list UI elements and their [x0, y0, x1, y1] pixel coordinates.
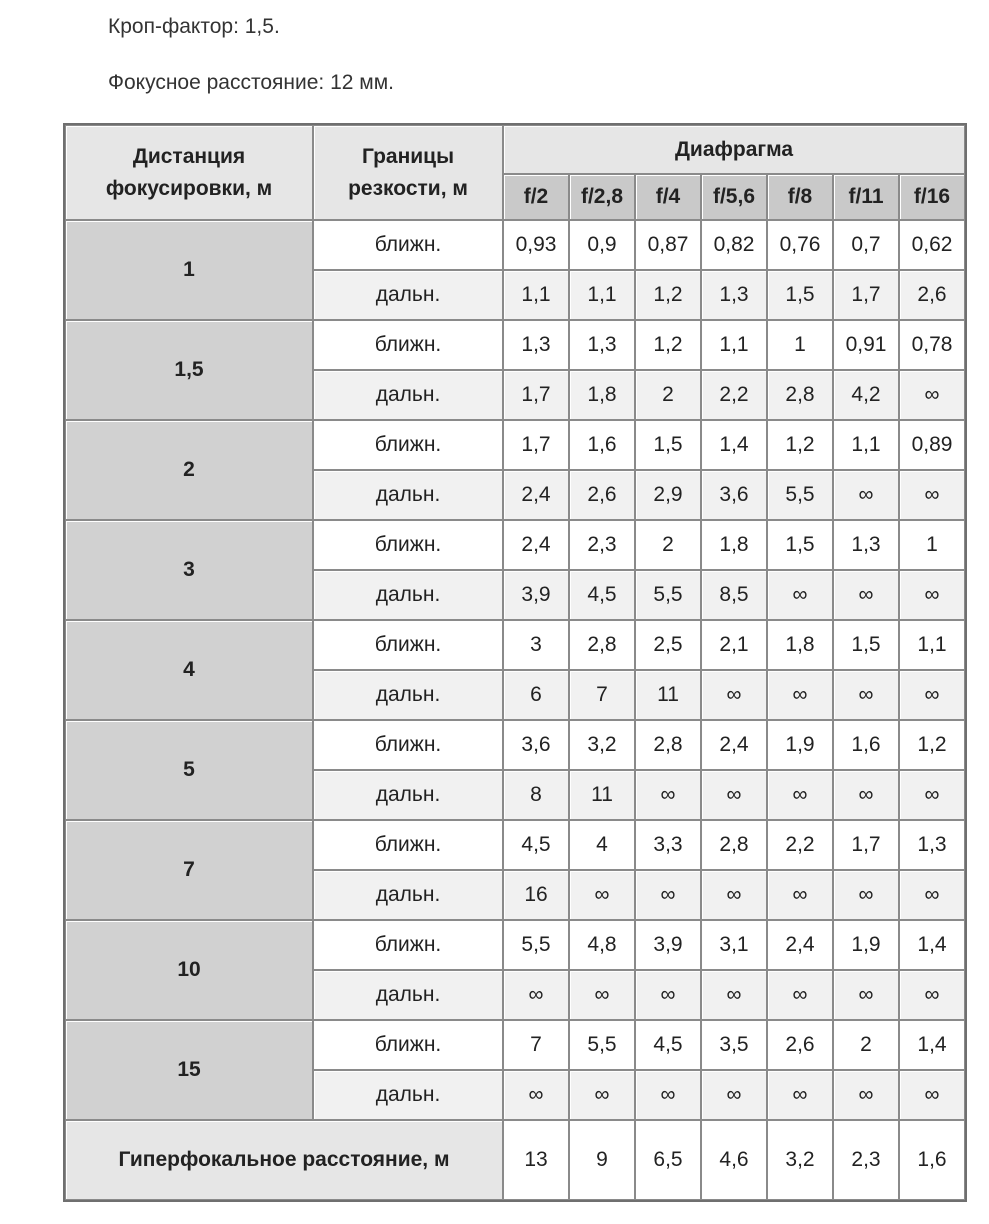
- far-limit-label: дальн.: [313, 970, 503, 1020]
- hyperfocal-value: 13: [503, 1120, 569, 1200]
- focus-distance-cell: 1,5: [65, 320, 313, 420]
- near-limit-value: 1,1: [701, 320, 767, 370]
- focal-length-text: Фокусное расстояние: 12 мм.: [108, 71, 394, 94]
- near-limit-value: 1,3: [569, 320, 635, 370]
- far-limit-label: дальн.: [313, 770, 503, 820]
- far-limit-value: ∞: [503, 1070, 569, 1120]
- far-limit-value: ∞: [899, 570, 965, 620]
- near-limit-label: ближн.: [313, 1020, 503, 1070]
- near-limit-value: 0,62: [899, 220, 965, 270]
- far-limit-value: 1,2: [635, 270, 701, 320]
- focus-distance-cell: 10: [65, 920, 313, 1020]
- far-limit-value: 2,6: [569, 470, 635, 520]
- near-limit-value: 0,89: [899, 420, 965, 470]
- far-limit-label: дальн.: [313, 1070, 503, 1120]
- far-limit-value: 8: [503, 770, 569, 820]
- focus-distance-cell: 1: [65, 220, 313, 320]
- near-limit-value: 3,6: [503, 720, 569, 770]
- far-limit-value: 6: [503, 670, 569, 720]
- far-limit-value: 11: [569, 770, 635, 820]
- near-limit-value: 1,5: [767, 520, 833, 570]
- far-limit-value: ∞: [899, 1070, 965, 1120]
- far-limit-value: ∞: [569, 1070, 635, 1120]
- far-limit-label: дальн.: [313, 470, 503, 520]
- focus-distance-cell: 15: [65, 1020, 313, 1120]
- far-limit-value: 1,7: [833, 270, 899, 320]
- far-limit-value: ∞: [899, 970, 965, 1020]
- far-limit-value: 1,8: [569, 370, 635, 420]
- far-limit-value: ∞: [569, 870, 635, 920]
- far-limit-value: 2,2: [701, 370, 767, 420]
- near-limit-value: 7: [503, 1020, 569, 1070]
- focus-distance-cell: 2: [65, 420, 313, 520]
- far-limit-value: ∞: [899, 870, 965, 920]
- table-row: [65, 420, 965, 470]
- near-limit-value: 2,8: [569, 620, 635, 670]
- aperture-header: f/2,8: [569, 174, 635, 220]
- far-limit-value: ∞: [833, 1070, 899, 1120]
- far-limit-value: ∞: [833, 670, 899, 720]
- near-limit-value: 1,7: [503, 420, 569, 470]
- near-limit-value: 1,9: [833, 920, 899, 970]
- near-limit-value: 1,4: [899, 920, 965, 970]
- far-limit-value: 5,5: [767, 470, 833, 520]
- near-limit-value: 1,7: [833, 820, 899, 870]
- far-limit-value: ∞: [833, 870, 899, 920]
- far-limit-label: дальн.: [313, 670, 503, 720]
- aperture-header: f/5,6: [701, 174, 767, 220]
- hyperfocal-value: 9: [569, 1120, 635, 1200]
- near-limit-value: 2,5: [635, 620, 701, 670]
- far-limit-value: 2,9: [635, 470, 701, 520]
- near-limit-value: 4,8: [569, 920, 635, 970]
- near-limit-label: ближн.: [313, 920, 503, 970]
- table-row: [65, 520, 965, 570]
- focus-distance-cell: 5: [65, 720, 313, 820]
- far-limit-value: 2: [635, 370, 701, 420]
- near-limit-value: 2: [833, 1020, 899, 1070]
- table-row: [65, 820, 965, 870]
- near-limit-value: 2,8: [635, 720, 701, 770]
- focus-distance-cell: 4: [65, 620, 313, 720]
- far-limit-value: 1,5: [767, 270, 833, 320]
- near-limit-value: 0,7: [833, 220, 899, 270]
- far-limit-value: 4,2: [833, 370, 899, 420]
- far-limit-value: 2,8: [767, 370, 833, 420]
- near-limit-label: ближн.: [313, 320, 503, 370]
- depth-of-field-table: [63, 123, 967, 1202]
- near-limit-value: 4: [569, 820, 635, 870]
- near-limit-value: 1,1: [833, 420, 899, 470]
- near-limit-value: 0,82: [701, 220, 767, 270]
- focus-distance-cell: 7: [65, 820, 313, 920]
- aperture-header: f/16: [899, 174, 965, 220]
- header-sharpness-limits: Границы резкости, м: [313, 125, 503, 220]
- far-limit-value: 7: [569, 670, 635, 720]
- near-limit-value: 2,2: [767, 820, 833, 870]
- far-limit-value: 3,6: [701, 470, 767, 520]
- far-limit-value: 2,4: [503, 470, 569, 520]
- far-limit-value: ∞: [767, 570, 833, 620]
- table-row: [65, 620, 965, 670]
- near-limit-value: 5,5: [503, 920, 569, 970]
- far-limit-value: ∞: [635, 970, 701, 1020]
- focus-distance-cell: 3: [65, 520, 313, 620]
- header-aperture: Диафрагма: [503, 125, 965, 174]
- near-limit-value: 1,8: [767, 620, 833, 670]
- hyperfocal-value: 1,6: [899, 1120, 965, 1200]
- far-limit-value: ∞: [701, 870, 767, 920]
- near-limit-value: 1,3: [833, 520, 899, 570]
- near-limit-value: 2,3: [569, 520, 635, 570]
- near-limit-value: 1,4: [899, 1020, 965, 1070]
- near-limit-value: 0,76: [767, 220, 833, 270]
- far-limit-value: ∞: [701, 1070, 767, 1120]
- hyperfocal-value: 6,5: [635, 1120, 701, 1200]
- near-limit-value: 1,4: [701, 420, 767, 470]
- hyperfocal-value: 3,2: [767, 1120, 833, 1200]
- hyperfocal-value: 4,6: [701, 1120, 767, 1200]
- hyperfocal-row: [65, 1120, 965, 1200]
- far-limit-value: ∞: [767, 670, 833, 720]
- far-limit-value: ∞: [701, 970, 767, 1020]
- far-limit-value: ∞: [833, 970, 899, 1020]
- far-limit-value: 1,1: [569, 270, 635, 320]
- near-limit-label: ближн.: [313, 420, 503, 470]
- near-limit-value: 0,91: [833, 320, 899, 370]
- near-limit-value: 3,2: [569, 720, 635, 770]
- near-limit-value: 1,5: [635, 420, 701, 470]
- far-limit-value: 16: [503, 870, 569, 920]
- near-limit-value: 1,3: [899, 820, 965, 870]
- far-limit-value: 1,7: [503, 370, 569, 420]
- near-limit-label: ближн.: [313, 720, 503, 770]
- far-limit-value: ∞: [899, 370, 965, 420]
- near-limit-value: 3,3: [635, 820, 701, 870]
- near-limit-value: 0,78: [899, 320, 965, 370]
- near-limit-value: 1,2: [767, 420, 833, 470]
- far-limit-label: дальн.: [313, 570, 503, 620]
- hyperfocal-label: Гиперфокальное расстояние, м: [65, 1120, 503, 1200]
- far-limit-value: ∞: [833, 770, 899, 820]
- near-limit-value: 1,3: [503, 320, 569, 370]
- near-limit-value: 5,5: [569, 1020, 635, 1070]
- near-limit-value: 2: [635, 520, 701, 570]
- far-limit-value: ∞: [767, 970, 833, 1020]
- far-limit-value: 1,3: [701, 270, 767, 320]
- table-row: [65, 320, 965, 370]
- aperture-header: f/4: [635, 174, 701, 220]
- far-limit-value: ∞: [701, 770, 767, 820]
- far-limit-value: ∞: [635, 770, 701, 820]
- near-limit-label: ближн.: [313, 220, 503, 270]
- near-limit-value: 1,8: [701, 520, 767, 570]
- near-limit-value: 1,2: [635, 320, 701, 370]
- header-focus-distance: Дистанция фокусировки, м: [65, 125, 313, 220]
- near-limit-value: 1,2: [899, 720, 965, 770]
- near-limit-value: 1: [767, 320, 833, 370]
- far-limit-value: ∞: [833, 570, 899, 620]
- table-row: [65, 720, 965, 770]
- table-row: [65, 920, 965, 970]
- near-limit-value: 3: [503, 620, 569, 670]
- far-limit-value: 5,5: [635, 570, 701, 620]
- aperture-header: f/2: [503, 174, 569, 220]
- near-limit-value: 1,1: [899, 620, 965, 670]
- far-limit-value: ∞: [767, 870, 833, 920]
- near-limit-value: 3,9: [635, 920, 701, 970]
- near-limit-value: 4,5: [635, 1020, 701, 1070]
- far-limit-label: дальн.: [313, 870, 503, 920]
- table-row: [65, 1020, 965, 1070]
- far-limit-value: ∞: [899, 770, 965, 820]
- near-limit-value: 1,6: [569, 420, 635, 470]
- near-limit-label: ближн.: [313, 520, 503, 570]
- near-limit-value: 1: [899, 520, 965, 570]
- near-limit-value: 3,5: [701, 1020, 767, 1070]
- near-limit-value: 1,6: [833, 720, 899, 770]
- far-limit-label: дальн.: [313, 270, 503, 320]
- far-limit-value: 8,5: [701, 570, 767, 620]
- far-limit-value: 3,9: [503, 570, 569, 620]
- far-limit-value: ∞: [833, 470, 899, 520]
- near-limit-value: 2,6: [767, 1020, 833, 1070]
- aperture-header: f/11: [833, 174, 899, 220]
- near-limit-value: 1,5: [833, 620, 899, 670]
- near-limit-value: 2,4: [701, 720, 767, 770]
- hyperfocal-value: 2,3: [833, 1120, 899, 1200]
- near-limit-value: 1,9: [767, 720, 833, 770]
- far-limit-value: ∞: [635, 1070, 701, 1120]
- near-limit-value: 4,5: [503, 820, 569, 870]
- far-limit-value: ∞: [767, 1070, 833, 1120]
- far-limit-value: 1,1: [503, 270, 569, 320]
- far-limit-value: ∞: [899, 670, 965, 720]
- near-limit-label: ближн.: [313, 820, 503, 870]
- near-limit-value: 2,8: [701, 820, 767, 870]
- near-limit-value: 2,1: [701, 620, 767, 670]
- near-limit-value: 0,9: [569, 220, 635, 270]
- far-limit-value: 2,6: [899, 270, 965, 320]
- near-limit-value: 2,4: [767, 920, 833, 970]
- far-limit-value: ∞: [701, 670, 767, 720]
- near-limit-value: 2,4: [503, 520, 569, 570]
- far-limit-label: дальн.: [313, 370, 503, 420]
- far-limit-value: 4,5: [569, 570, 635, 620]
- far-limit-value: ∞: [569, 970, 635, 1020]
- near-limit-value: 0,93: [503, 220, 569, 270]
- far-limit-value: 11: [635, 670, 701, 720]
- near-limit-value: 3,1: [701, 920, 767, 970]
- far-limit-value: ∞: [899, 470, 965, 520]
- table-row: [65, 220, 965, 270]
- near-limit-label: ближн.: [313, 620, 503, 670]
- aperture-header: f/8: [767, 174, 833, 220]
- far-limit-value: ∞: [635, 870, 701, 920]
- near-limit-value: 0,87: [635, 220, 701, 270]
- far-limit-value: ∞: [503, 970, 569, 1020]
- far-limit-value: ∞: [767, 770, 833, 820]
- crop-factor-text: Кроп-фактор: 1,5.: [108, 15, 280, 38]
